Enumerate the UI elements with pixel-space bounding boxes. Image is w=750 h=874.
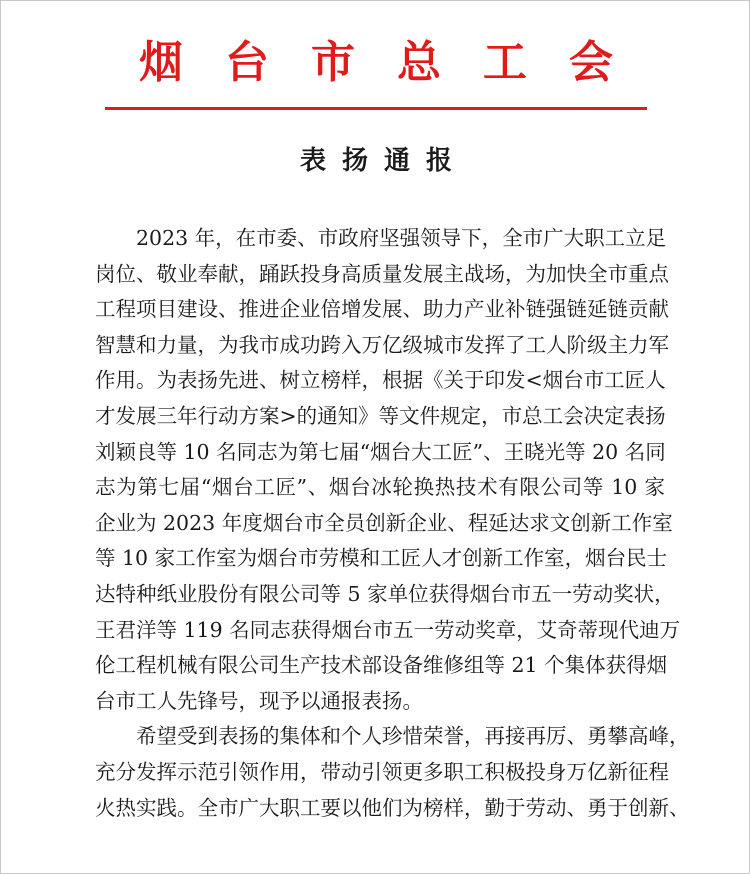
document-title: 表扬通报	[299, 146, 468, 176]
paragraph-1-line-6: 才发展三年行动方案>的通知》等文件规定，市总工会决定表扬	[95, 403, 666, 428]
paragraph-1-line-8: 志为第七届“烟台工匠”、烟台冰轮换热技术有限公司等 10 家	[95, 475, 665, 500]
paragraph-1-line-10: 等 10 家工作室为烟台市劳模和工匠人才创新工作室，烟台民士	[95, 546, 668, 571]
document-body	[95, 221, 690, 826]
paragraph-1-line-11: 达特种纸业股份有限公司等 5 家单位获得烟台市五一劳动奖状，	[95, 581, 675, 606]
paragraph-2-line-1: 希望受到表扬的集体和个人珍惜荣誉，再接再厉、勇攀高峰，	[136, 724, 690, 749]
paragraph-1-line-9: 企业为 2023 年度烟台市全员创新企业、程延达求文创新工作室	[95, 510, 673, 535]
paragraph-1-line-14: 台市工人先锋号，现予以通报表扬。	[95, 688, 423, 713]
paragraph-1-line-7: 刘颖良等 10 名同志为第七届“烟台大工匠”、王晓光等 20 名同	[95, 439, 666, 464]
paragraph-1-line-2: 岗位、敬业奉献，踊跃投身高质量发展主战场，为加快全市重点	[95, 261, 669, 286]
paragraph-1-line-13: 伦工程机械有限公司生产技术部设备维修组等 21 个集体获得烟	[95, 653, 668, 678]
paragraph-2-line-3: 火热实践。全市广大职工要以他们为榜样，勤于劳动、勇于创新、	[95, 795, 690, 820]
red-divider-line	[105, 107, 647, 110]
paragraph-1-line-5: 作用。为表扬先进、树立榜样，根据《关于印发<烟台市工匠人	[95, 368, 666, 393]
organization-header: 烟台市总工会	[139, 37, 655, 88]
paragraph-1-line-4: 智慧和力量，为我市成功跨入万亿级城市发挥了工人阶级主力军	[95, 332, 669, 357]
paragraph-1-line-1: 2023 年，在市委、市政府坚强领导下，全市广大职工立足	[136, 226, 667, 250]
paragraph-1-line-3: 工程项目建设、推进企业倍增发展、助力产业补链强链延链贡献	[95, 297, 669, 322]
paragraph-1-line-12: 王君洋等 119 名同志获得烟台市五一劳动奖章，艾奇蒂现代迪万	[95, 617, 681, 642]
paragraph-2-line-2: 充分发挥示范引领作用，带动引领更多职工积极投身万亿新征程	[95, 759, 669, 784]
